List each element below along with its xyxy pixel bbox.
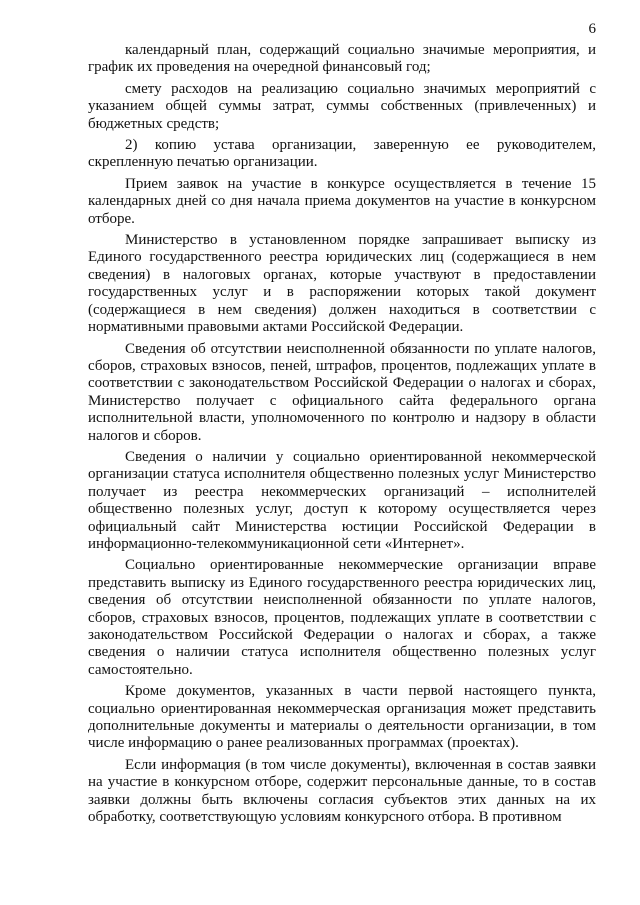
paragraph-personal-data: Если информация (в том числе документы), включенная в состав заявки на участие в конкурсном отборе, содержит персональные данные, то в состав заявки должны быть включены согласия субъектов этих данных на их обработку, соответствующую условиям конкурсного отбора. В противном xyxy=(88,756,596,826)
page-number: 6 xyxy=(588,21,596,37)
document-body xyxy=(88,42,596,830)
paragraph-budget-estimate: смету расходов на реализацию социально значимых мероприятий с указанием общей суммы затрат, суммы собственных (привлеченных) и бюджетных средств; xyxy=(88,80,596,132)
paragraph-service-provider-status: Сведения о наличии у социально ориентированной некоммерческой организации статуса исполнителя общественно полезных услуг Министерство получает из реестра некоммерческих организаций – исполнителей общественно полезных услуг, доступ к которому осуществляется через официальный сайт Министерства юстиции Российской Федерации в информационно-телекоммуникационной сети «Интернет». xyxy=(88,448,596,552)
paragraph-calendar-plan: календарный план, содержащий социально значимые мероприятия, и график их проведения на очередной финансовый год; xyxy=(88,42,596,76)
paragraph-registry-extract: Министерство в установленном порядке запрашивает выписку из Единого государственного реестра юридических лиц (содержащиеся в нем сведения) в налоговых органах, которые участвуют в предоставлении государственных услуг и в распоряжении которых такой документ (содержащиеся в нем сведения) должен находиться в соответствии с нормативными правовыми актами Российской Федерации. xyxy=(88,232,596,336)
paragraph-charter-copy: 2) копию устава организации, заверенную ее руководителем, скрепленную печатью организации. xyxy=(88,137,596,171)
paragraph-self-submission: Социально ориентированные некоммерческие организации вправе представить выписку из Единого государственного реестра юридических лиц, сведения об отсутствии неисполненной обязанности по уплате налогов, сборов, страховых взносов, процентов, подлежащих уплате в соответствии с законодательством Российской Федерации о налогах и сборах, а также сведения о наличии статуса исполнителя общественно полезных услуг самостоятельно. xyxy=(88,557,596,678)
paragraph-tax-obligations: Сведения об отсутствии неисполненной обязанности по уплате налогов, сборов, страховых взносов, пеней, штрафов, процентов, подлежащих уплате в соответствии с законодательством Российской Федерации о налогах и сборах, Министерство получает с официального сайта федерального органа исполнительной власти, уполномоченного по контролю и надзору в области налогов и сборов. xyxy=(88,340,596,444)
paragraph-application-period: Прием заявок на участие в конкурсе осуществляется в течение 15 календарных дней со дня начала приема документов на участие в конкурсном отборе. xyxy=(88,175,596,227)
paragraph-additional-documents: Кроме документов, указанных в части первой настоящего пункта, социально ориентированная некоммерческая организация может представить дополнительные документы и материалы о деятельности организации, в том числе информацию о ранее реализованных программах (проектах). xyxy=(88,683,596,752)
